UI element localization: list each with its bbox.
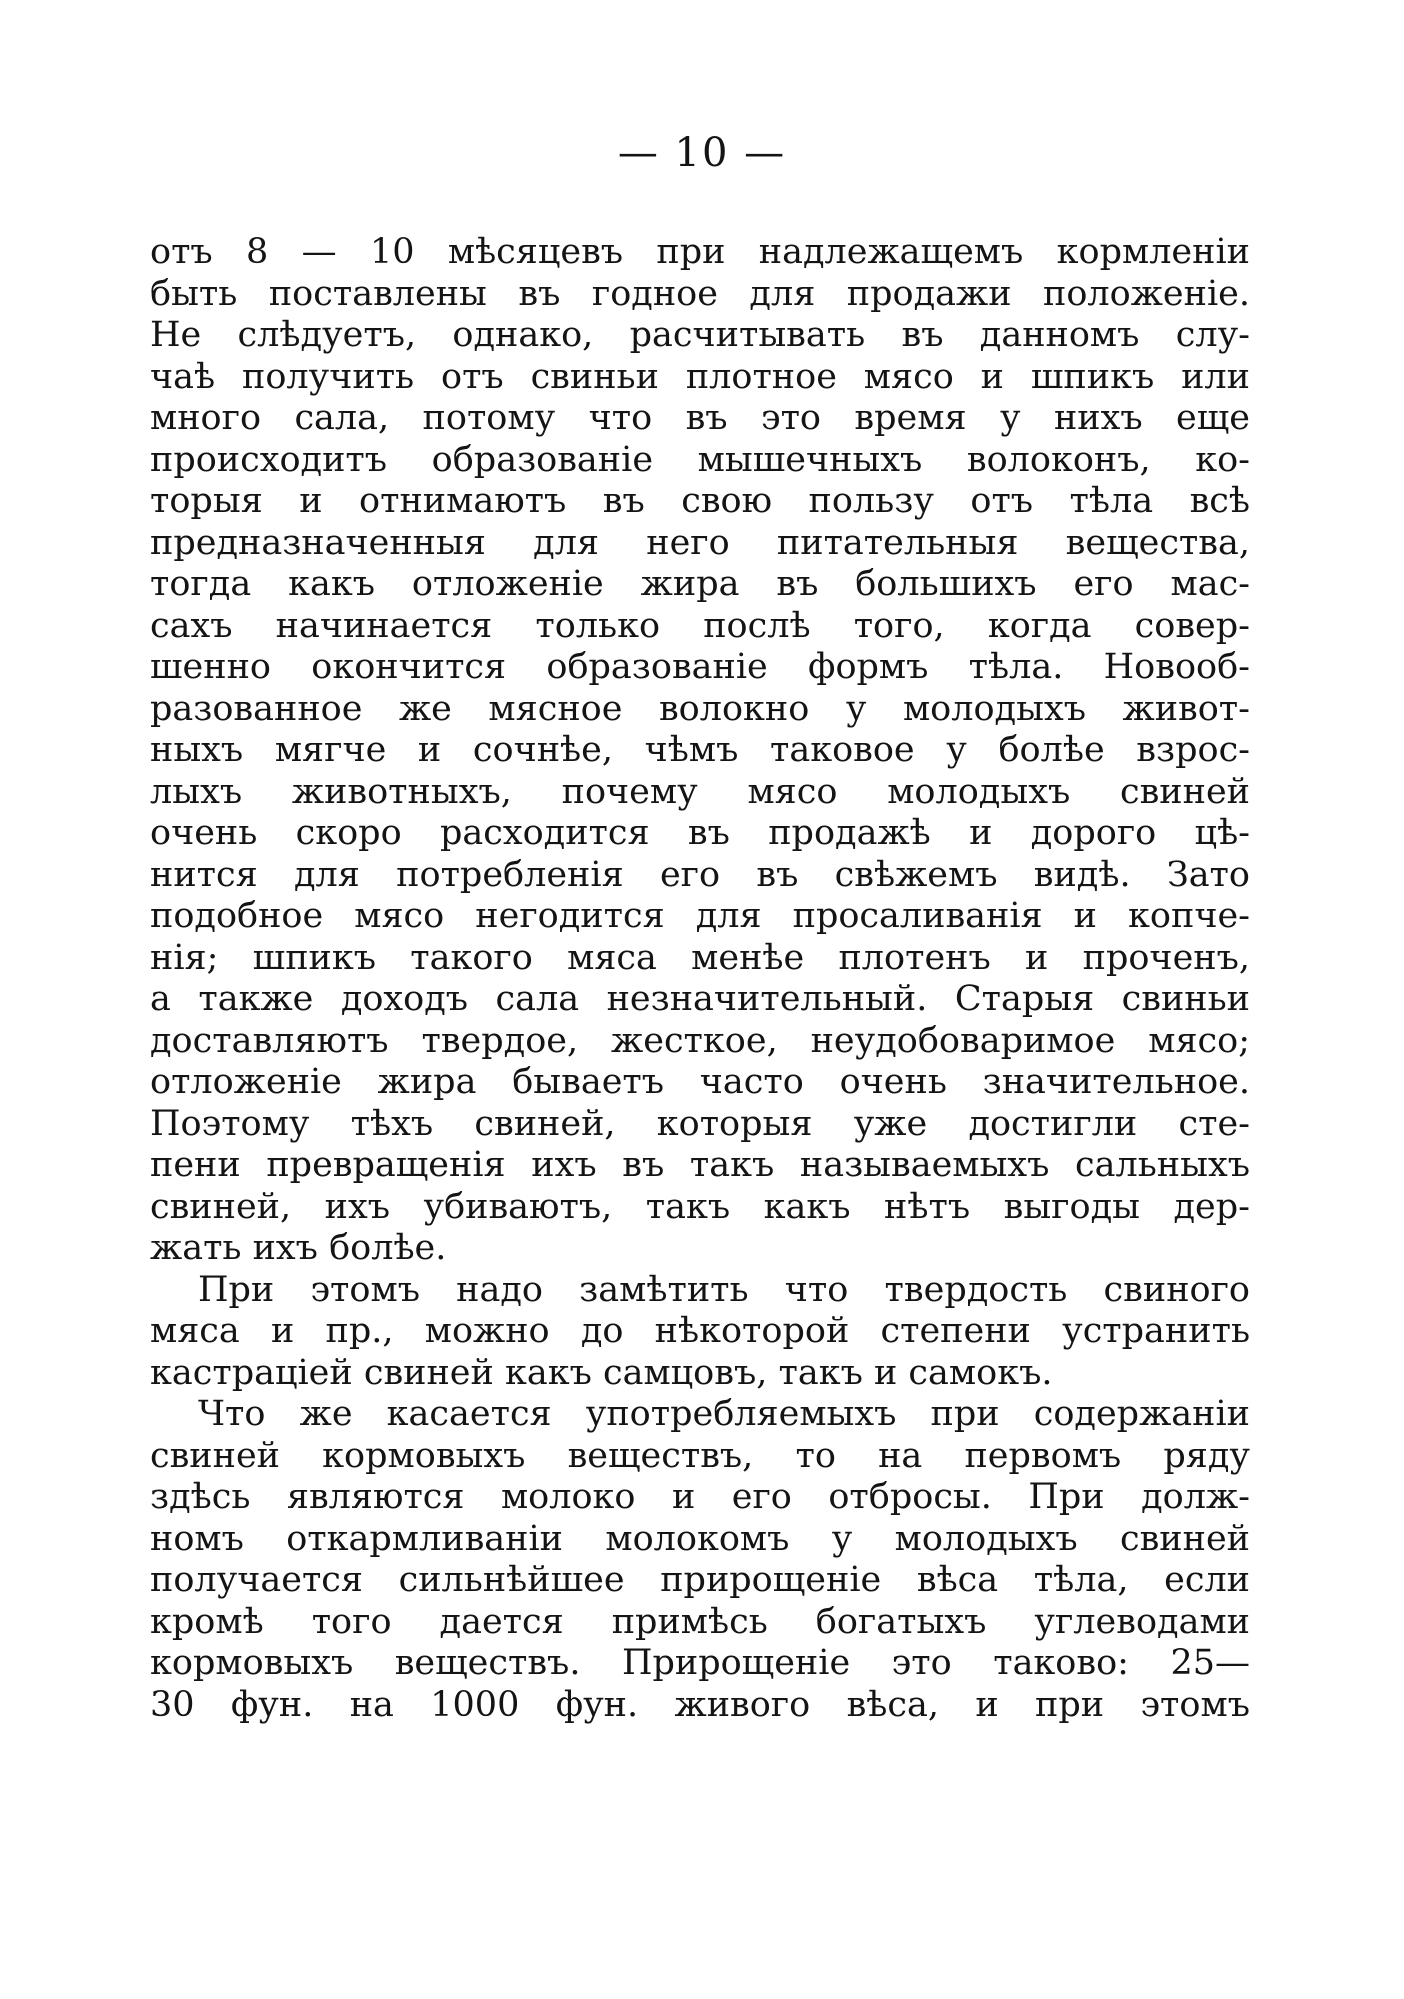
text-line: свиней кормовыхъ веществъ, то на первомъ ряду — [150, 1435, 1250, 1476]
text-line: пени превращенiя ихъ въ такъ называемыхъ сальныхъ — [150, 1145, 1250, 1185]
text-line: доставляютъ твердое, жесткое, неудобоваримое мясо; — [150, 1020, 1250, 1061]
text-line: жать ихъ болѣе. — [150, 1228, 447, 1268]
text-line: нiя; шпикъ такого мяса менѣе плотенъ и проченъ, — [150, 937, 1250, 978]
text-line: При этомъ надо замѣтить что твердость свиного — [198, 1269, 1250, 1310]
text-line: мяса и пр., можно до нѣкоторой степени устранить — [150, 1311, 1250, 1351]
text-line: много сала, потому что въ это время у нихъ еще — [150, 398, 1250, 438]
text-line: отъ 8 — 10 мѣсяцевъ при надлежащемъ кормленiи — [150, 232, 1250, 272]
text-line: шенно окончится образованiе формъ тѣла. Новооб- — [150, 647, 1250, 687]
text-line: очень скоро расходится въ продажѣ и дорого цѣ- — [150, 813, 1250, 853]
text-line: свиней, ихъ убиваютъ, такъ какъ нѣтъ выгоды дер- — [150, 1186, 1250, 1227]
text-line: 30 фун. на 1000 фун. живого вѣса, и при этомъ — [150, 1684, 1250, 1725]
text-line: Не слѣдуетъ, однако, расчитывать въ данномъ слу- — [150, 315, 1250, 355]
page-number: — 10 — — [617, 130, 787, 176]
text-line: номъ откармливанiи молокомъ у молодыхъ свиней — [150, 1518, 1250, 1559]
text-line: подобное мясо негодится для просаливанiя и копче- — [150, 896, 1250, 936]
body-text — [150, 232, 1250, 1726]
text-line: быть поставлены въ годное для продажи положенiе. — [150, 273, 1250, 314]
text-line: предназначенныя для него питательныя вещества, — [150, 522, 1250, 563]
text-line: разованное же мясное волокно у молодыхъ живот- — [150, 688, 1250, 729]
paragraph-3 — [150, 1394, 1250, 1726]
text-line: кастрацiей свиней какъ самцовъ, такъ и самокъ. — [150, 1352, 1053, 1393]
text-line: торыя и отнимаютъ въ свою пользу отъ тѣла всѣ — [150, 481, 1250, 521]
paragraph-1 — [150, 232, 1250, 1270]
text-line: лыхъ животныхъ, почему мясо молодыхъ свиней — [150, 771, 1250, 812]
text-line: ныхъ мягче и сочнѣе, чѣмъ таковое у болѣе взрос- — [150, 730, 1250, 770]
paragraph-2 — [150, 1270, 1250, 1395]
text-line: происходитъ образованiе мышечныхъ волоконъ, ко- — [150, 439, 1250, 480]
text-line: кормовыхъ веществъ. Прирощенiе это таково: 25— — [150, 1643, 1250, 1683]
text-line: тогда какъ отложенiе жира въ большихъ его мас- — [150, 564, 1250, 604]
text-line: Что же касается употребляемыхъ при содержанiи — [198, 1394, 1250, 1434]
text-line: чаѣ получить отъ свиньи плотное мясо и шпикъ или — [150, 356, 1250, 397]
text-line: получается сильнѣйшее прирощенiе вѣса тѣла, если — [150, 1560, 1250, 1600]
text-line: кромѣ того дается примѣсь богатыхъ углеводами — [150, 1601, 1250, 1642]
text-line: здѣсь являются молоко и его отбросы. При долж- — [150, 1477, 1250, 1517]
text-line: сахъ начинается только послѣ того, когда совер- — [150, 605, 1250, 646]
text-line: Поэтому тѣхъ свиней, которыя уже достигли сте- — [150, 1103, 1250, 1144]
text-line: отложенiе жира бываетъ часто очень значительное. — [150, 1062, 1250, 1102]
text-line: нится для потребленiя его въ свѣжемъ видѣ. Зато — [150, 854, 1250, 895]
text-line: а также доходъ сала незначительный. Старыя свиньи — [150, 979, 1250, 1019]
